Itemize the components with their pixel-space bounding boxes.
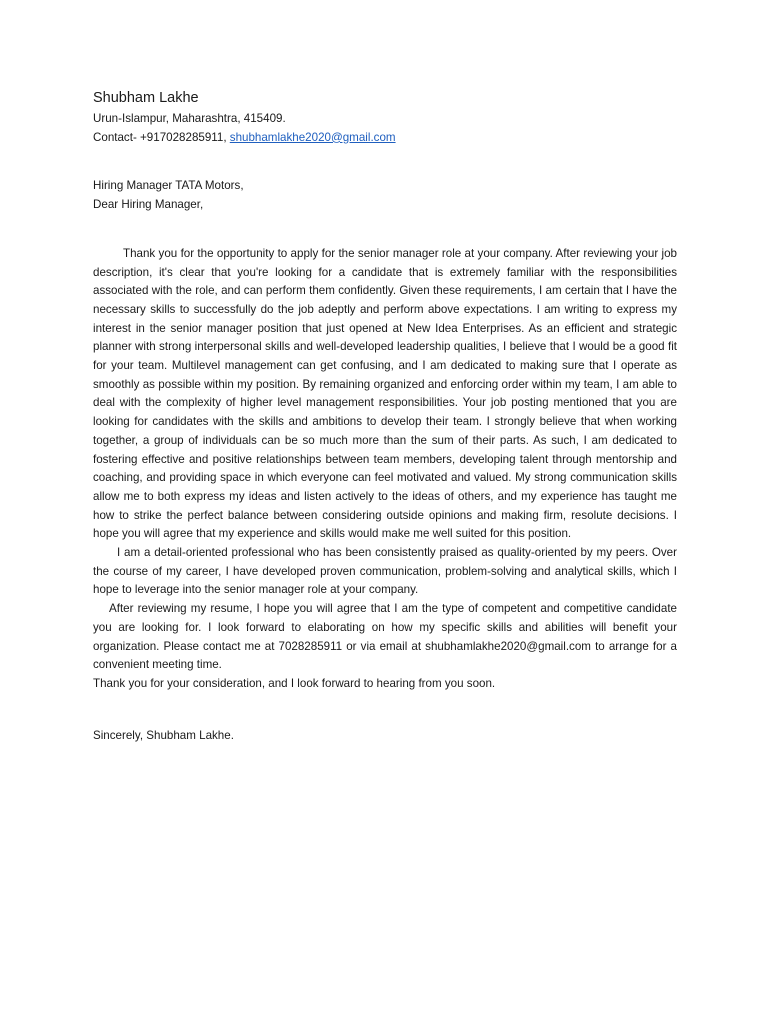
signature: Sincerely, Shubham Lakhe. bbox=[93, 728, 234, 742]
body-paragraph-3: After reviewing my resume, I hope you will agree that I am the type of competent and competitive candidate you are looking for. I look forward to elaborating on how my specific skills and abilities will benefit your organization. Please contact me at 7028285911 or via email at shubhamlakhe2020@gmail.com to arrange for a convenient meeting time. bbox=[93, 602, 677, 672]
email-link[interactable]: shubhamlakhe2020@gmail.com bbox=[229, 130, 396, 144]
cover-letter bbox=[93, 88, 677, 745]
sender-address: Urun-Islampur, Maharashtra, 415409. bbox=[93, 112, 286, 125]
recipient-line: Hiring Manager TATA Motors, bbox=[93, 179, 244, 193]
body-paragraph-1: Thank you for the opportunity to apply for the senior manager role at your company. After reviewing your job description, it's clear that you're looking for a candidate that is extremely familiar with the responsibilities associated with the role, and can perform them confidently. Given these requirements, I am certain that I have the necessary skills to successfully do the job adeptly and perform above expectations. I am writing to express my interest in the senior manager position that just opened at New Idea Enterprises. As an efficient and strategic planner with strong interpersonal skills and well-developed leadership qualities, I believe that I would be a good fit for your team. Multilevel management can get confusing, and I am dedicated to making sure that I operate as smoothly as possible within my position. By remaining organized and enforcing order within my team, I am able to deal with the complexity of higher level management responsibilities. Your job posting mentioned that you are looking for candidates with the skills and ambitions to develop their team. I strongly believe that when working together, a group of individuals can be so much more than the sum of their parts. As such, I am dedicated to fostering effective and positive relationships between team members, developing talent through mentorship and coaching, and providing space in which everyone can feel motivated and valued. My strong communication skills allow me to both express my ideas and listen actively to the ideas of others, and my experience has taught me how to strike the perfect balance between considering outside opinions and making firm, resolute decisions. I hope you will agree that my experience and skills would make me well suited for this position. bbox=[93, 246, 677, 541]
spacer bbox=[93, 215, 677, 245]
salutation: Dear Hiring Manager, bbox=[93, 198, 204, 212]
body-paragraph-2: I am a detail-oriented professional who has been consistently praised as quality-oriented by my peers. Over the course of my career, I have developed proven communication, problem-solving and analytical skills, which I hope to leverage into the senior manager role at your company. bbox=[93, 546, 677, 597]
closing-line: Thank you for your consideration, and I look forward to hearing from you soon. bbox=[93, 676, 496, 690]
spacer bbox=[93, 694, 677, 727]
contact-phone: Contact- +917028285911, bbox=[93, 130, 230, 144]
sender-contact bbox=[93, 129, 677, 148]
sender-name: Shubham Lakhe bbox=[93, 90, 199, 106]
spacer bbox=[93, 147, 677, 177]
